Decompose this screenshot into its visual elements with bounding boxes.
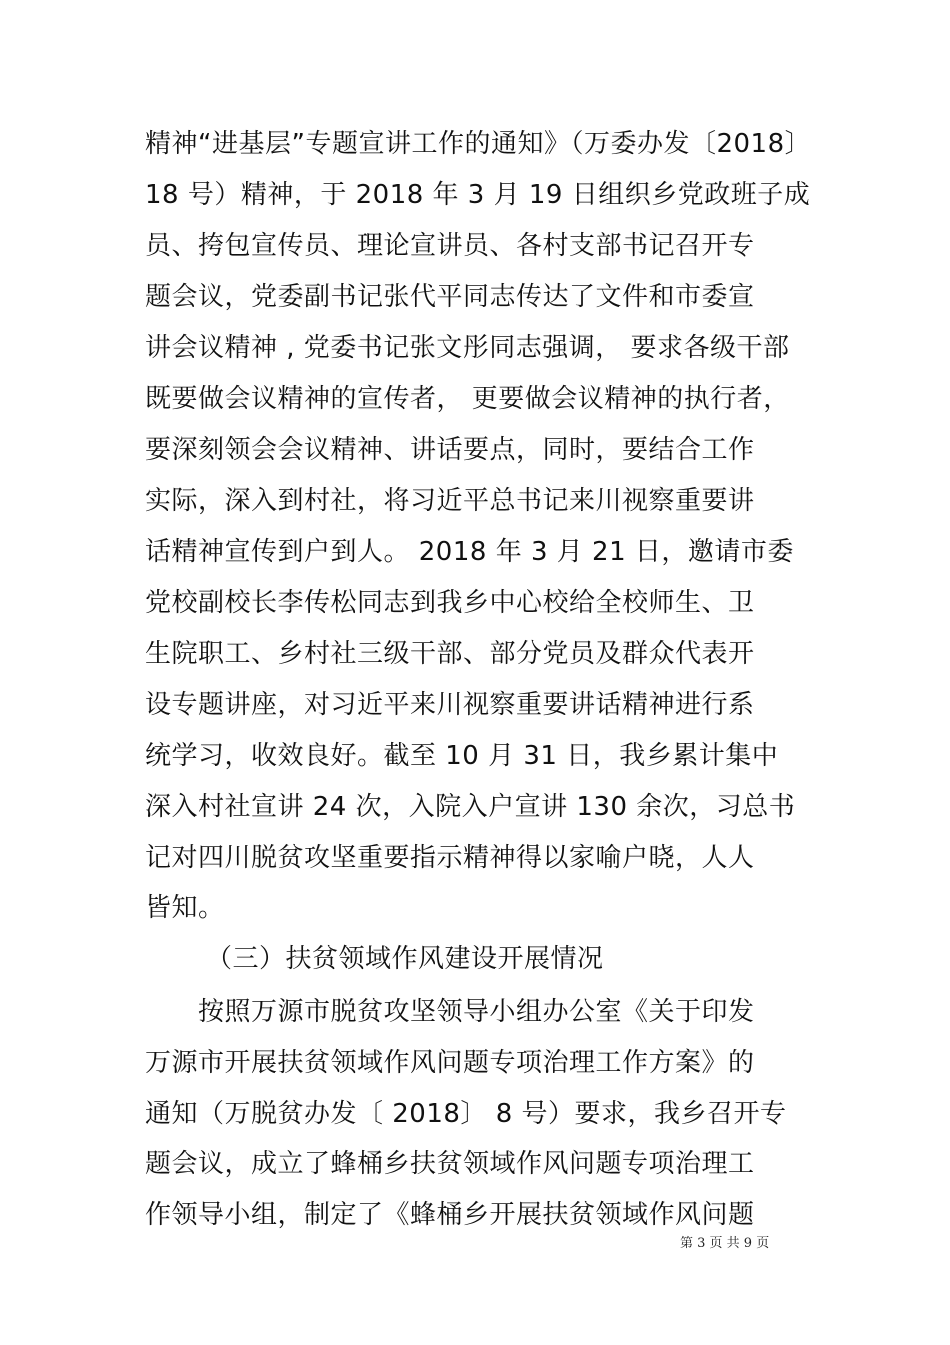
- text-line: 讲会议精神 , 党委书记张文彤同志强调， 要求各级干部: [145, 333, 790, 363]
- text-line: 生院职工、乡村社三级干部、部分党员及群众代表开: [145, 639, 755, 669]
- text-line: 要深刻领会会议精神、讲话要点，同时，要结合工作: [145, 435, 755, 465]
- paragraph-line: 按照万源市脱贫攻坚领导小组办公室《关于印发: [198, 997, 755, 1027]
- text-line: 深入村社宣讲 24 次，入院入户宣讲 130 余次，习总书: [145, 792, 796, 822]
- text-line: 话精神宣传到户到人。 2018 年 3 月 21 日，邀请市委: [145, 537, 794, 567]
- paragraph-line: 题会议，成立了蜂桶乡扶贫领域作风问题专项治理工: [145, 1149, 755, 1179]
- page-footer: 第 3 页 共 9 页: [680, 1236, 770, 1251]
- paragraph-line: 作领导小组，制定了《蜂桶乡开展扶贫领域作风问题: [145, 1200, 755, 1230]
- text-line: 设专题讲座，对习近平来川视察重要讲话精神进行系: [145, 690, 755, 720]
- text-line: 员、挎包宣传员、理论宣讲员、各村支部书记召开专: [145, 231, 755, 261]
- text-line: 实际，深入到村社，将习近平总书记来川视察重要讲: [145, 486, 755, 516]
- paragraph-line: 万源市开展扶贫领域作风问题专项治理工作方案》的: [145, 1048, 755, 1078]
- text-line: 精神“进基层”专题宣讲工作的通知》（万委办发〔2018〕: [145, 129, 812, 159]
- text-line: 记对四川脱贫攻坚重要指示精神得以家喻户晓，人人: [145, 843, 755, 873]
- text-line: 既要做会议精神的宣传者， 更要做会议精神的执行者，: [145, 384, 790, 414]
- paragraph-line: 通知（万脱贫办发〔 2018〕 8 号）要求，我乡召开专: [145, 1099, 787, 1129]
- section-heading: （三）扶贫领域作风建设开展情况: [206, 944, 604, 974]
- text-line: 皆知。: [145, 893, 225, 923]
- text-line: 统学习，收效良好。截至 10 月 31 日，我乡累计集中: [145, 741, 779, 771]
- text-line: 党校副校长李传松同志到我乡中心校给全校师生、卫: [145, 588, 755, 618]
- text-line: 题会议，党委副书记张代平同志传达了文件和市委宣: [145, 282, 755, 312]
- text-line: 18 号）精神，于 2018 年 3 月 19 日组织乡党政班子成: [145, 180, 811, 210]
